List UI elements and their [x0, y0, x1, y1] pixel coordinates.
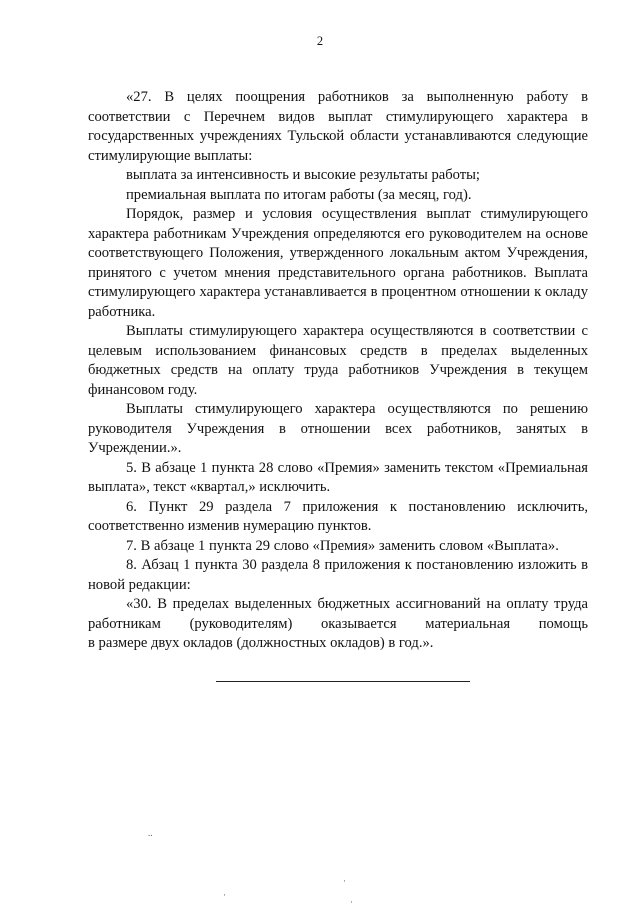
- paragraph: «27. В целях поощрения работников за выполненную работу в соответствии с Перечнем видов выплат стимулирующего характера в государственных учреждениях Тульской области устанавливаются следующие стимулирующие выплаты:: [88, 89, 588, 164]
- paragraph: 5. В абзаце 1 пункта 28 слово «Премия» заменить текстом «Премиальная выплата», текст «квартал,» исключить.: [88, 459, 588, 495]
- scan-speck: ..: [148, 828, 153, 838]
- paragraph: «30. В пределах выделенных бюджетных ассигнований на оплату труда работникам (руководителям) оказывается материальная помощь: [88, 596, 588, 632]
- paragraph: выплата за интенсивность и высокие результаты работы;: [126, 167, 480, 183]
- paragraph: в размере двух окладов (должностных окладов) в год.».: [88, 635, 434, 651]
- paragraph: 6. Пункт 29 раздела 7 приложения к постановлению исключить, соответственно изменив нумерацию пунктов.: [88, 498, 588, 534]
- paragraph: Выплаты стимулирующего характера осуществляются по решению руководителя Учреждения в отношении всех работников, занятых в Учреждении.».: [88, 401, 588, 456]
- paragraph: 7. В абзаце 1 пункта 29 слово «Премия» заменить словом «Выплата».: [126, 537, 559, 554]
- paragraph: премиальная выплата по итогам работы (за месяц, год).: [126, 186, 472, 203]
- scan-speck: ·: [350, 897, 353, 907]
- scan-speck: ·: [223, 890, 226, 900]
- separator-line: [216, 681, 470, 682]
- page-number: 2: [316, 34, 324, 48]
- scan-speck: ·: [343, 876, 346, 886]
- paragraph: 8. Абзац 1 пункта 30 раздела 8 приложения к постановлению изложить в новой редакции:: [88, 557, 588, 593]
- paragraph: Порядок, размер и условия осуществления выплат стимулирующего характера работникам Учреждения определяются его руководителем на основе соответствующего Положения, утвержденного локальным актом Учреждения, принятого с учетом мнения представительного органа работников. Выплата стимулирующего характера устанавливается в процентном отношении к окладу работника.: [88, 206, 588, 320]
- paragraph: Выплаты стимулирующего характера осуществляются в соответствии с целевым использованием финансовых средств в пределах выделенных бюджетных средств на оплату труда работников Учреждения в текущем финансовом году.: [88, 323, 588, 398]
- document-body: [88, 88, 588, 654]
